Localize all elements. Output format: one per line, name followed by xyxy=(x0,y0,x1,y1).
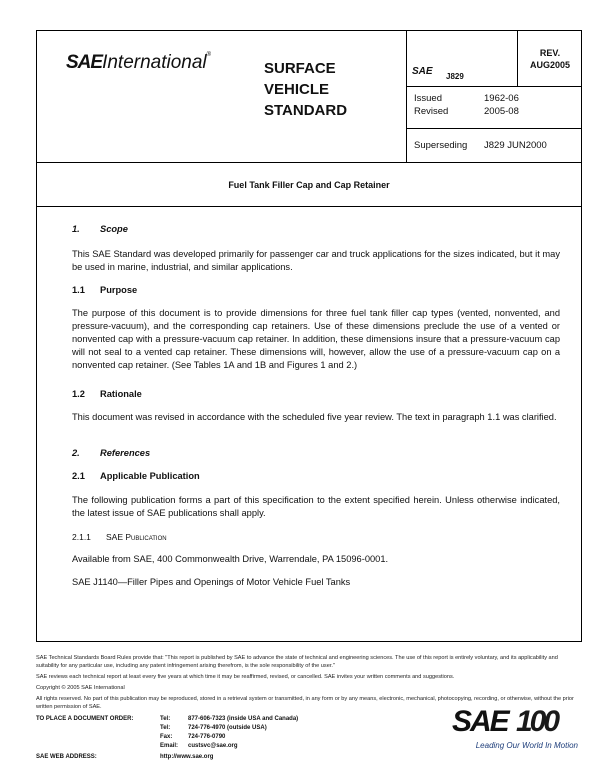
rev-vertical-rule xyxy=(517,30,518,86)
section-2-1-1-heading: 2.1.1 SAE Publication xyxy=(72,532,167,542)
section-1-2-heading: 1.2 Rationale xyxy=(72,389,142,399)
rights-text: All rights reserved. No part of this publication may be reproduced, stored in a retrieval system or transmitted, in any form or by any means, electronic, mechanical, photocopying, recording, or otherwise, without the prior written permission of SAE. xyxy=(36,696,574,710)
section-2-1-heading: 2.1 Applicable Publication xyxy=(72,471,200,481)
revised-value: 2005-08 xyxy=(484,106,519,117)
superseding-label: Superseding xyxy=(414,140,468,151)
issued-value: 1962-06 xyxy=(484,93,519,104)
docnum-divider xyxy=(406,86,582,87)
document-title: Fuel Tank Filler Cap and Cap Retainer xyxy=(228,180,390,190)
email-label: Email: xyxy=(160,743,179,749)
section-2-heading: 2. References xyxy=(72,448,151,458)
sae-100-digits: 100 xyxy=(516,705,558,738)
fax-label: Fax: xyxy=(160,734,173,740)
revision-box: REV. AUG2005 xyxy=(529,48,571,70)
tagline: Leading Our World In Motion xyxy=(475,741,578,750)
header-divider xyxy=(36,162,582,163)
email-value[interactable]: custsvc@sae.org xyxy=(188,743,238,749)
tel2-label: Tel: xyxy=(160,725,171,731)
policy-text: SAE Technical Standards Board Rules provide that: "This report is published by SAE to advance the state of technical and engineering sciences. The use of this report is entirely voluntary, and its applicability and suitability for any particular use, including any patent infringement arising therefrom, is the sole responsibility of the user." xyxy=(36,655,558,669)
section-2-1-text: The following publication forms a part of this specification to the extent specified herein. Unless otherwise indicated, the latest issue of SAE publications shall apply. xyxy=(72,495,560,518)
small-sae-logo: SAE xyxy=(412,66,433,77)
standard-type: SURFACE VEHICLE STANDARD xyxy=(264,60,348,119)
issued-label: Issued xyxy=(414,93,442,104)
tel-label: Tel: xyxy=(160,716,171,722)
header-vertical-rule xyxy=(406,30,407,162)
doc-number: J829 xyxy=(446,72,464,81)
web-label: SAE WEB ADDRESS: xyxy=(36,754,97,760)
section-1-1-text: The purpose of this document is to provide dimensions for three fuel tank filler cap types (vented, nonvented, and pressure-vacuum), and the corresponding cap retainers. Use of these dimensions preclude the use of a vented or nonvented cap with a pressure-vacuum cap retainer. In addition, these dimensions insure that a pressure-vacuum cap will not seal to a vented cap retainer. These dimensions will, however, allow the use of a pressure-vacuum cap on a nonvented cap retainer. (See Tables 1A and 1B and Figures 1 and 2.) xyxy=(72,308,560,370)
web-link[interactable]: http://www.sae.org xyxy=(160,754,214,760)
review-text: SAE reviews each technical report at least every five years at which time it may be reaffirmed, revised, or cancelled. SAE invites your written comments and suggestions. xyxy=(36,674,455,680)
copyright-text: Copyright © 2005 SAE International xyxy=(36,685,125,691)
availability-text: Available from SAE, 400 Commonwealth Drive, Warrendale, PA 15096-0001. xyxy=(72,554,389,564)
section-1-2-text: This document was revised in accordance with the scheduled five year review. The text in paragraph 1.1 was clarified. xyxy=(72,412,557,422)
superseding-value: J829 JUN2000 xyxy=(484,140,547,151)
reference-j1140: SAE J1140—Filler Pipes and Openings of Motor Vehicle Fuel Tanks xyxy=(72,577,351,587)
tel2-value: 724-776-4970 (outside USA) xyxy=(188,725,267,731)
section-1-1-heading: 1.1 Purpose xyxy=(72,285,138,295)
sae-international-logo: SAEInternational® xyxy=(66,52,212,73)
order-label: TO PLACE A DOCUMENT ORDER: xyxy=(36,716,134,722)
sae-100-logo xyxy=(448,706,578,762)
title-divider xyxy=(36,206,582,207)
tel-value: 877-606-7323 (inside USA and Canada) xyxy=(188,716,299,722)
section-1-heading: 1. Scope xyxy=(72,224,128,234)
superseding-divider xyxy=(406,128,582,129)
revised-label: Revised xyxy=(414,106,449,117)
section-1-text: This SAE Standard was developed primarily for passenger car and truck applications for the sizes indicated, but it may be used in marine, industrial, and similar applications. xyxy=(72,249,560,272)
sae-100-letters: SAE xyxy=(452,705,508,738)
fax-value: 724-776-0790 xyxy=(188,734,226,740)
